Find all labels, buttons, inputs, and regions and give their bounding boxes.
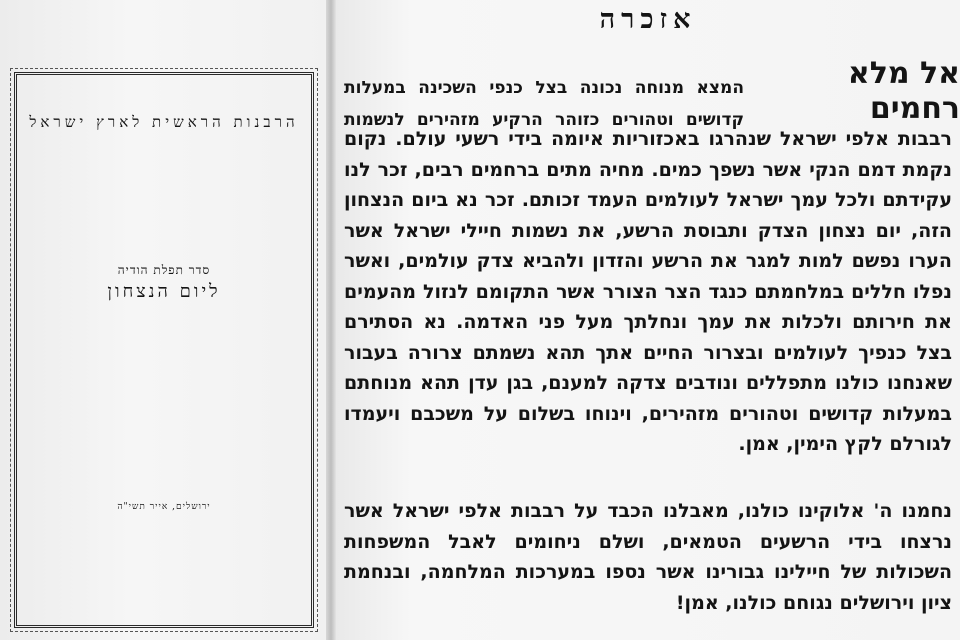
cover-subtitle: סדר תפלת הודיה — [117, 263, 211, 277]
cover-border-frame — [14, 72, 314, 628]
cover-authority: הרבנות הראשית לארץ ישראל — [29, 113, 299, 131]
cover-title: ליום הנצחון — [107, 281, 221, 302]
paragraph-1-opening: המצא מנוחה נכונה בצל כנפי השכינה במעלות קדושים וטהורים כזוהר הרקיע מזהירים לנשמות — [344, 78, 744, 130]
cover-place-date: ירושלים, אייר תשי"ה — [117, 502, 211, 512]
paragraph-2: נחמנו ה' אלוקינו כולנו, מאבלנו הכבד על רבבות אלפי ישראל אשר נרצחו בידי הרשעים הטמאים, ושלם ניחומים לאבל המשפחות השכולות של חיילינו גבורינו אשר נספו במערכות המלחמה, ובנחמת ציון וירושלים נגוחם כולנו, אמן! — [344, 500, 952, 614]
page-heading: אזכרה — [599, 4, 697, 35]
cover-page — [0, 0, 330, 640]
opening-phrase: אל מלא רחמים — [847, 56, 960, 126]
paragraph-1: רבבות אלפי ישראל שנהרגו באכזוריות איומה בידי רשעי עולם. נקום נקמת דמם הנקי אשר נשפך כמים. מחיה מתים ברחמים רבים, זכר לנו עקידתם ולכל עמך ישראל לעולמים העמד זכותם. זכר נא ביום הנצחון הזה, יום נצחון הצדק ותבוסת הרשע, את נשמות חיילי ישראל אשר הערו נפשם למות למגר את הרשע והזדון ולהביא צדק עולמים, ואשר נפלו חללים במלחמתם כנגד הצר הצורר אשר התקומם לנזול מהעמים את חירותם ולכלות את עמך ונחלתך מעל פני האדמה. נא הסתירם בצל כנפיך לעולמים ובצרור החיים אתך תהא נשמתם צרורה בעבור שאנחנו כולנו מתפללים ונודבים צדקה למענם, בגן עדן תהא מנוחתם במעלות קדושים וטהורים מזהירים, וינוחו בשלום על משכבם ויעמדו לגורלם לקץ הימין, אמן. — [344, 128, 952, 455]
book-gutter — [326, 0, 336, 640]
